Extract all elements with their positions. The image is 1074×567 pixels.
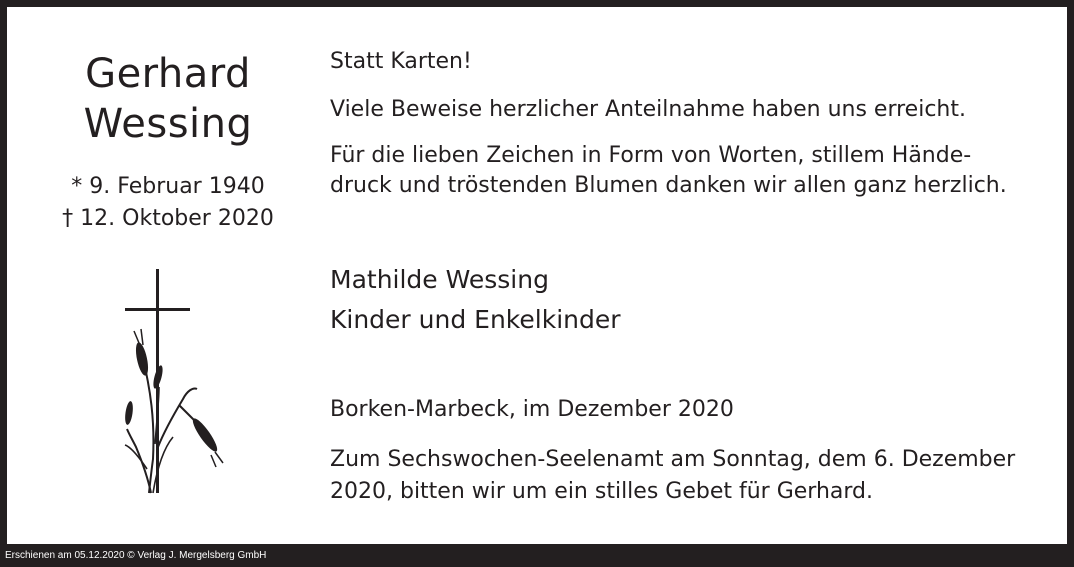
last-name: Wessing (83, 101, 253, 147)
death-date: † 12. Oktober 2020 (62, 206, 274, 231)
deceased-name (7, 49, 329, 149)
place-date: Borken-Marbeck, im Dezember 2020 (330, 397, 734, 422)
publication-credit: Erschienen am 05.12.2020 © Verlag J. Mergelsberg GmbH (5, 550, 267, 561)
message-line: Für die lieben Zeichen in Form von Worten, stillem Hände- (330, 143, 972, 168)
first-name: Gerhard (85, 51, 251, 97)
message-line: Viele Beweise herzlicher Anteilnahme haben uns erreicht. (330, 97, 966, 122)
message-line: druck und tröstenden Blumen danken wir allen ganz herzlich. (330, 173, 1007, 198)
heading: Statt Karten! (330, 49, 472, 74)
signer-name: Mathilde Wessing (330, 265, 549, 294)
service-line: 2020, bitten wir um ein stilles Gebet für Gerhard. (330, 479, 873, 504)
cross-with-wheat-icon (117, 269, 227, 497)
obituary-notice (7, 7, 1067, 544)
birth-date: * 9. Februar 1940 (71, 174, 265, 199)
service-line: Zum Sechswochen-Seelenamt am Sonntag, dem 6. Dezember (330, 447, 1016, 472)
life-dates (7, 171, 329, 235)
signer-family: Kinder und Enkelkinder (330, 305, 621, 334)
